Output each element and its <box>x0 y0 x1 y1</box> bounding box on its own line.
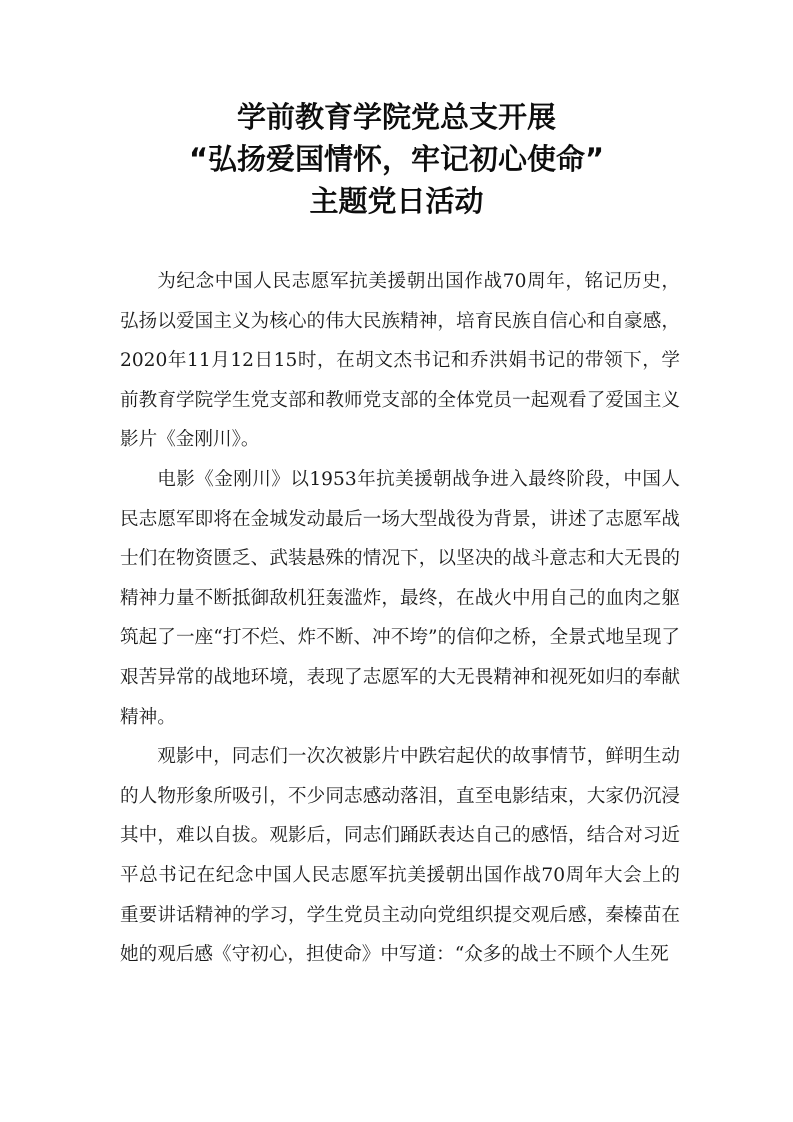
paragraph-film-summary: 电影《金刚川》以1953年抗美援朝战争进入最终阶段，中国人民志愿军即将在金城发动最后一场大型战役为背景，讲述了志愿军战士们在物资匮乏、武装悬殊的情况下，以坚决的战斗意志和大无畏的精神力量不断抵御敌机狂轰滥炸，最终，在战火中用自己的血肉之躯筑起了一座“打不烂、炸不断、冲不垮”的信仰之桥，全景式地呈现了艰苦异常的战地环境，表现了志愿军的大无畏精神和视死如归的奉献精神。 <box>120 468 680 728</box>
paragraph-intro: 为纪念中国人民志愿军抗美援朝出国作战70周年，铭记历史，弘扬以爱国主义为核心的伟大民族精神，培育民族自信心和自豪感，2020年11月12日15时，在胡文杰书记和乔洪娟书记的带领下，学前教育学院学生党支部和教师党支部的全体党员一起观看了爱国主义影片《金刚川》。 <box>120 271 680 451</box>
title-line-3: 主题党日活动 <box>309 184 484 218</box>
title-line-1: 学前教育学院党总支开展 <box>236 100 556 134</box>
document-body <box>120 262 680 975</box>
title-line-2: “弘扬爱国情怀，牢记初心使命” <box>188 142 605 176</box>
paragraph-reflections: 观影中，同志们一次次被影片中跌宕起伏的故事情节，鲜明生动的人物形象所吸引，不少同志感动落泪，直至电影结束，大家仍沉浸其中，难以自拔。观影后，同志们踊跃表达自己的感悟，结合对习近平总书记在纪念中国人民志愿军抗美援朝出国作战70周年大会上的重要讲话精神的学习，学生党员主动向党组织提交观后感，秦榛苗在她的观后感《守初心，担使命》中写道：“众多的战士不顾个人生死 <box>120 746 680 966</box>
document-title <box>0 96 793 222</box>
